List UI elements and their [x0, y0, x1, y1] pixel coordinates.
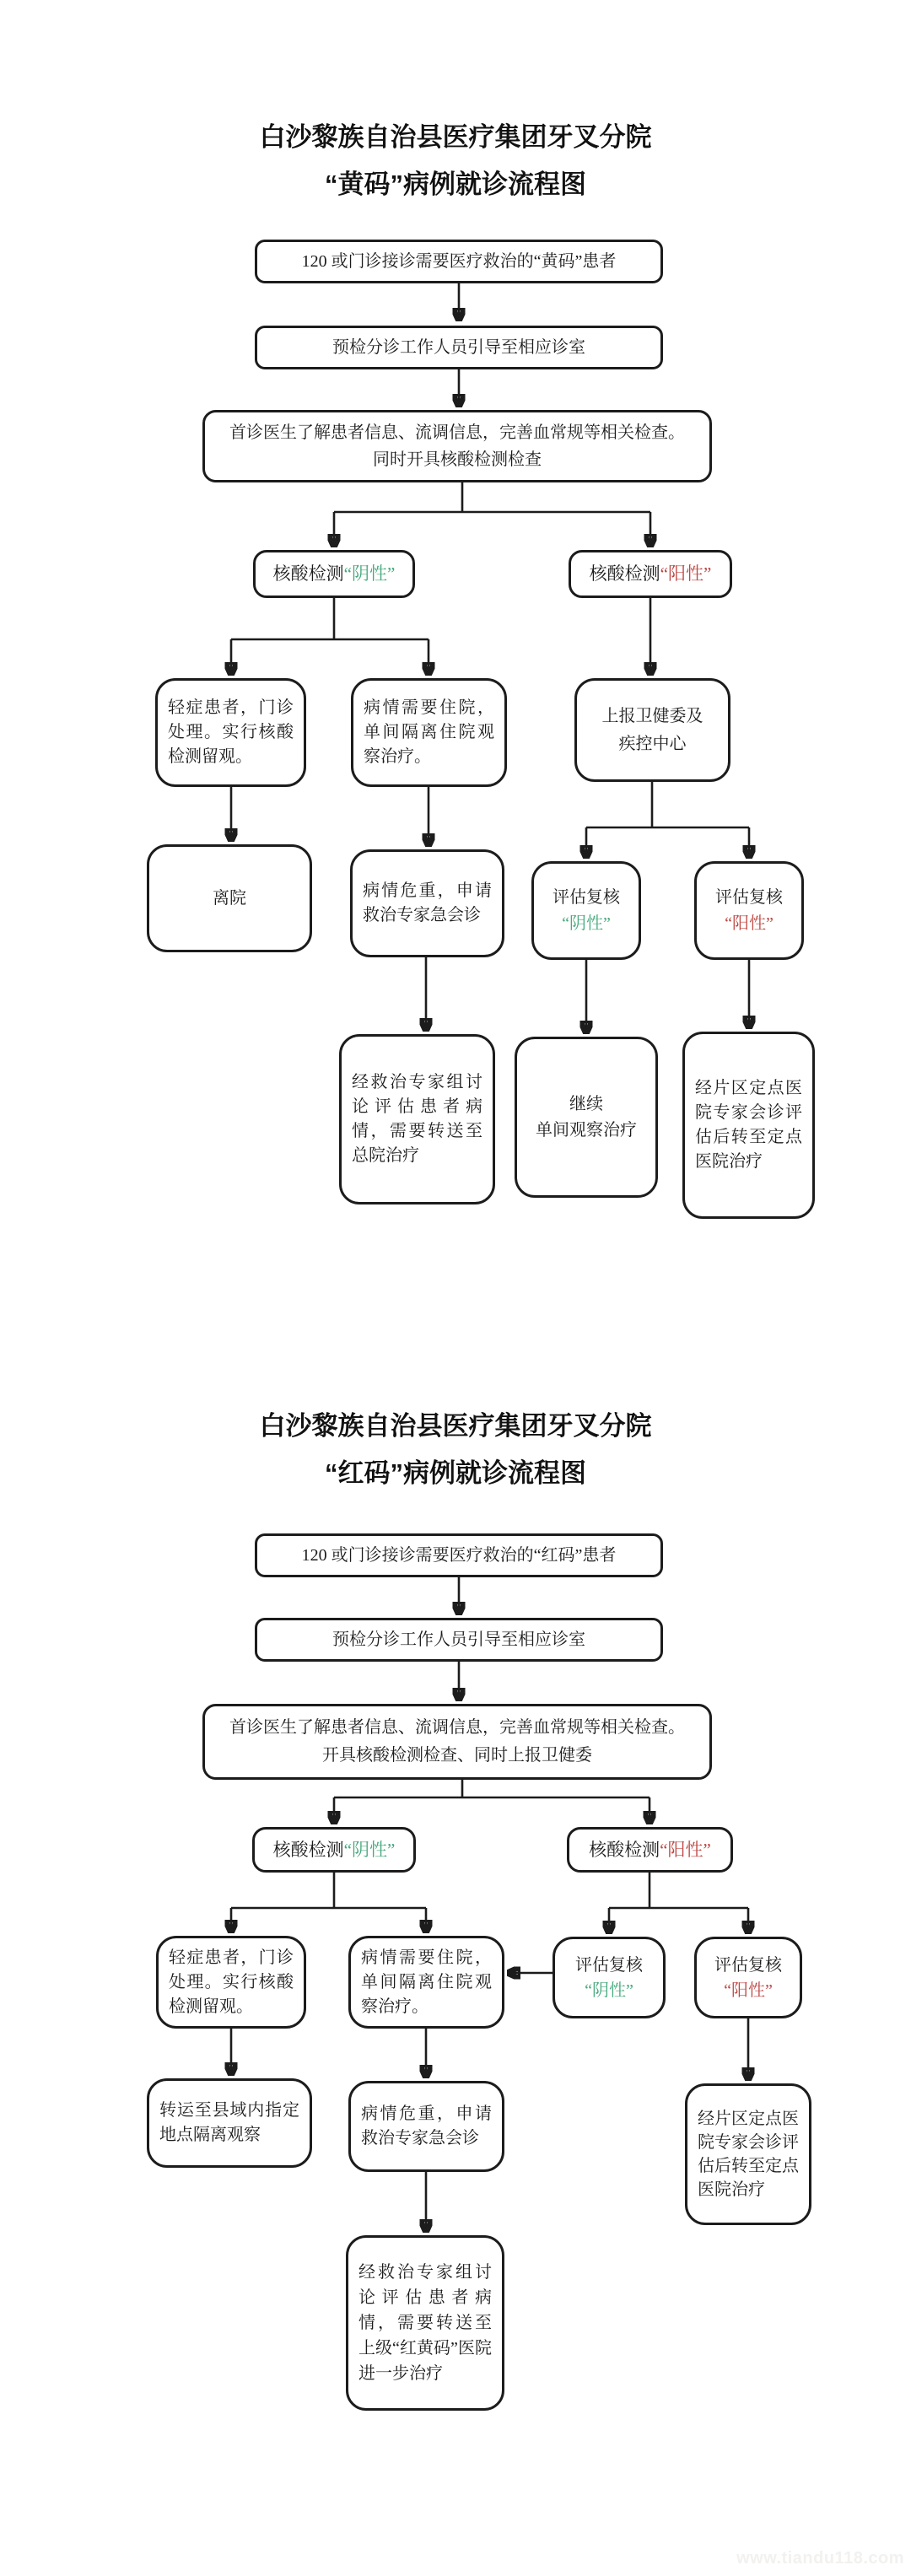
nat-label: 核酸检测	[589, 1839, 660, 1860]
nat-positive-result: “阳性”	[660, 563, 712, 584]
node-r-critical: 病情危重，申请救治专家急会诊	[348, 2081, 504, 2172]
node-y-mild: 轻症患者，门诊处理。实行核酸检测留观。	[155, 678, 306, 787]
recheck-positive-result: “阳性”	[724, 1981, 773, 2000]
recheck-positive-result: “阳性”	[725, 913, 774, 933]
nat-positive-result: “阳性”	[660, 1839, 711, 1860]
node-y-first-visit: 首诊医生了解患者信息、流调信息，完善血常规等相关检查。 同时开具核酸检测检查	[202, 410, 712, 482]
node-y-transfer-main-hospital: 经救治专家组讨论评估患者病情，需要转送至总院治疗	[339, 1034, 495, 1204]
node-r-recheck-positive: 评估复核 “阳性”	[694, 1937, 802, 2018]
red-chart-title-line1: 白沙黎族自治县医疗集团牙叉分院	[259, 1411, 652, 1441]
red-chart-title-line2: “红码”病例就诊流程图	[325, 1458, 586, 1488]
recheck-negative-result: “阴性”	[585, 1981, 633, 2000]
yellow-chart-title-line2: “黄码”病例就诊流程图	[325, 170, 586, 199]
node-r-transfer-upper: 经救治专家组讨论评估患者病情，需要转送至上级“红黄码”医院进一步治疗	[346, 2235, 504, 2411]
node-r-first-visit: 首诊医生了解患者信息、流调信息，完善血常规等相关检查。 开具核酸检测检查、同时上报卫健委	[202, 1704, 712, 1780]
node-y-intake: 120 或门诊接诊需要医疗救治的“黄码”患者	[255, 240, 663, 283]
node-r-mild: 轻症患者，门诊处理。实行核酸检测留观。	[156, 1936, 306, 2029]
recheck-negative-result: “阴性”	[562, 913, 611, 933]
node-y-hospitalize: 病情需要住院，单间隔离住院观察治疗。	[351, 678, 507, 787]
node-r-triage: 预检分诊工作人员引导至相应诊室	[255, 1618, 663, 1662]
yellow-chart-title-line1: 白沙黎族自治县医疗集团牙叉分院	[259, 122, 652, 152]
node-r-nat-negative	[252, 1827, 416, 1873]
watermark: www.tiandu118.com	[736, 2549, 904, 2568]
nat-label: 核酸检测	[589, 563, 660, 584]
node-y-discharge: 离院	[147, 844, 312, 952]
nat-negative-result: “阴性”	[343, 563, 396, 584]
node-r-hospitalize: 病情需要住院，单间隔离住院观察治疗。	[348, 1936, 504, 2029]
node-y-triage: 预检分诊工作人员引导至相应诊室	[255, 326, 663, 369]
nat-label: 核酸检测	[272, 563, 344, 584]
node-y-nat-negative	[253, 550, 415, 598]
node-y-recheck-negative: 评估复核 “阴性”	[531, 861, 641, 960]
node-r-transfer-designated: 经片区定点医院专家会诊评估后转至定点医院治疗	[685, 2083, 811, 2225]
node-r-recheck-negative: 评估复核 “阴性”	[553, 1937, 666, 2018]
nat-negative-result: “阴性”	[343, 1839, 396, 1860]
node-y-critical: 病情危重，申请救治专家急会诊	[350, 849, 504, 957]
node-y-recheck-positive: 评估复核 “阳性”	[694, 861, 804, 960]
node-r-intake: 120 或门诊接诊需要医疗救治的“红码”患者	[255, 1533, 663, 1577]
node-r-transfer-isolation: 转运至县域内指定地点隔离观察	[147, 2078, 312, 2168]
node-y-nat-positive	[569, 550, 732, 598]
node-y-transfer-designated: 经片区定点医院专家会诊评估后转至定点医院治疗	[682, 1032, 815, 1219]
node-r-nat-positive	[567, 1827, 733, 1873]
nat-label: 核酸检测	[272, 1839, 344, 1860]
node-y-report: 上报卫健委及 疾控中心	[574, 678, 730, 782]
node-y-continue-observation: 继续 单间观察治疗	[515, 1037, 658, 1198]
